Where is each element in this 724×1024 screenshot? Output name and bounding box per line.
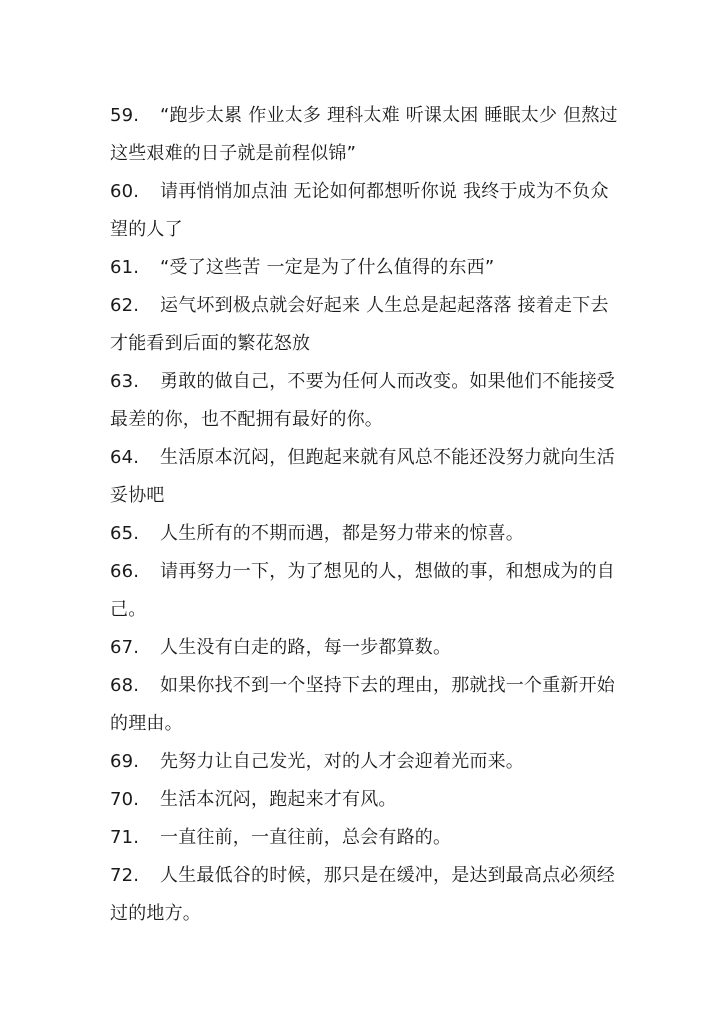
list-item xyxy=(110,249,622,287)
list-item xyxy=(110,439,622,515)
item-number: 59. xyxy=(110,105,140,126)
item-text: 请再努力一下，为了想见的人，想做的事，和想成为的自己。 xyxy=(110,561,615,620)
item-text: 如果你找不到一个坚持下去的理由，那就找一个重新开始的理由。 xyxy=(110,675,615,734)
list-item xyxy=(110,287,622,363)
item-number: 62. xyxy=(110,295,140,316)
item-number: 63. xyxy=(110,371,140,392)
item-text: 生活本沉闷，跑起来才有风。 xyxy=(160,789,397,810)
item-text: 人生没有白走的路，每一步都算数。 xyxy=(160,637,452,658)
item-number: 64. xyxy=(110,447,140,468)
item-number: 71. xyxy=(110,827,140,848)
item-text: 运气坏到极点就会好起来 人生总是起起落落 接着走下去才能看到后面的繁花怒放 xyxy=(110,295,609,354)
list-item xyxy=(110,173,622,249)
item-text: 生活原本沉闷，但跑起来就有风总不能还没努力就向生活妥协吧 xyxy=(110,447,615,506)
item-text: 一直往前，一直往前，总会有路的。 xyxy=(160,827,452,848)
list-item xyxy=(110,553,622,629)
item-text: 先努力让自己发光，对的人才会迎着光而来。 xyxy=(160,751,524,772)
item-text: 请再悄悄加点油 无论如何都想听你说 我终于成为不负众望的人了 xyxy=(110,181,609,240)
item-number: 65. xyxy=(110,523,140,544)
list-item xyxy=(110,819,622,857)
item-text: 人生所有的不期而遇，都是努力带来的惊喜。 xyxy=(160,523,524,544)
item-number: 72. xyxy=(110,865,140,886)
item-number: 66. xyxy=(110,561,140,582)
item-text: 勇敢的做自己，不要为任何人而改变。如果他们不能接受最差的你，也不配拥有最好的你。 xyxy=(110,371,615,430)
item-number: 68. xyxy=(110,675,140,696)
item-number: 69. xyxy=(110,751,140,772)
item-number: 67. xyxy=(110,637,140,658)
list-item xyxy=(110,515,622,553)
item-text: “跑步太累 作业太多 理科太难 听课太困 睡眠太少 但熬过这些艰难的日子就是前程似锦” xyxy=(110,105,618,164)
item-number: 70. xyxy=(110,789,140,810)
list-item xyxy=(110,781,622,819)
list-item xyxy=(110,857,622,933)
list-item xyxy=(110,629,622,667)
item-text: “受了这些苦 一定是为了什么值得的东西” xyxy=(160,257,495,278)
item-number: 60. xyxy=(110,181,140,202)
list-item xyxy=(110,743,622,781)
item-text: 人生最低谷的时候，那只是在缓冲，是达到最高点必须经过的地方。 xyxy=(110,865,615,924)
quote-list xyxy=(110,97,622,933)
list-item xyxy=(110,97,622,173)
item-number: 61. xyxy=(110,257,140,278)
list-item xyxy=(110,363,622,439)
list-item xyxy=(110,667,622,743)
